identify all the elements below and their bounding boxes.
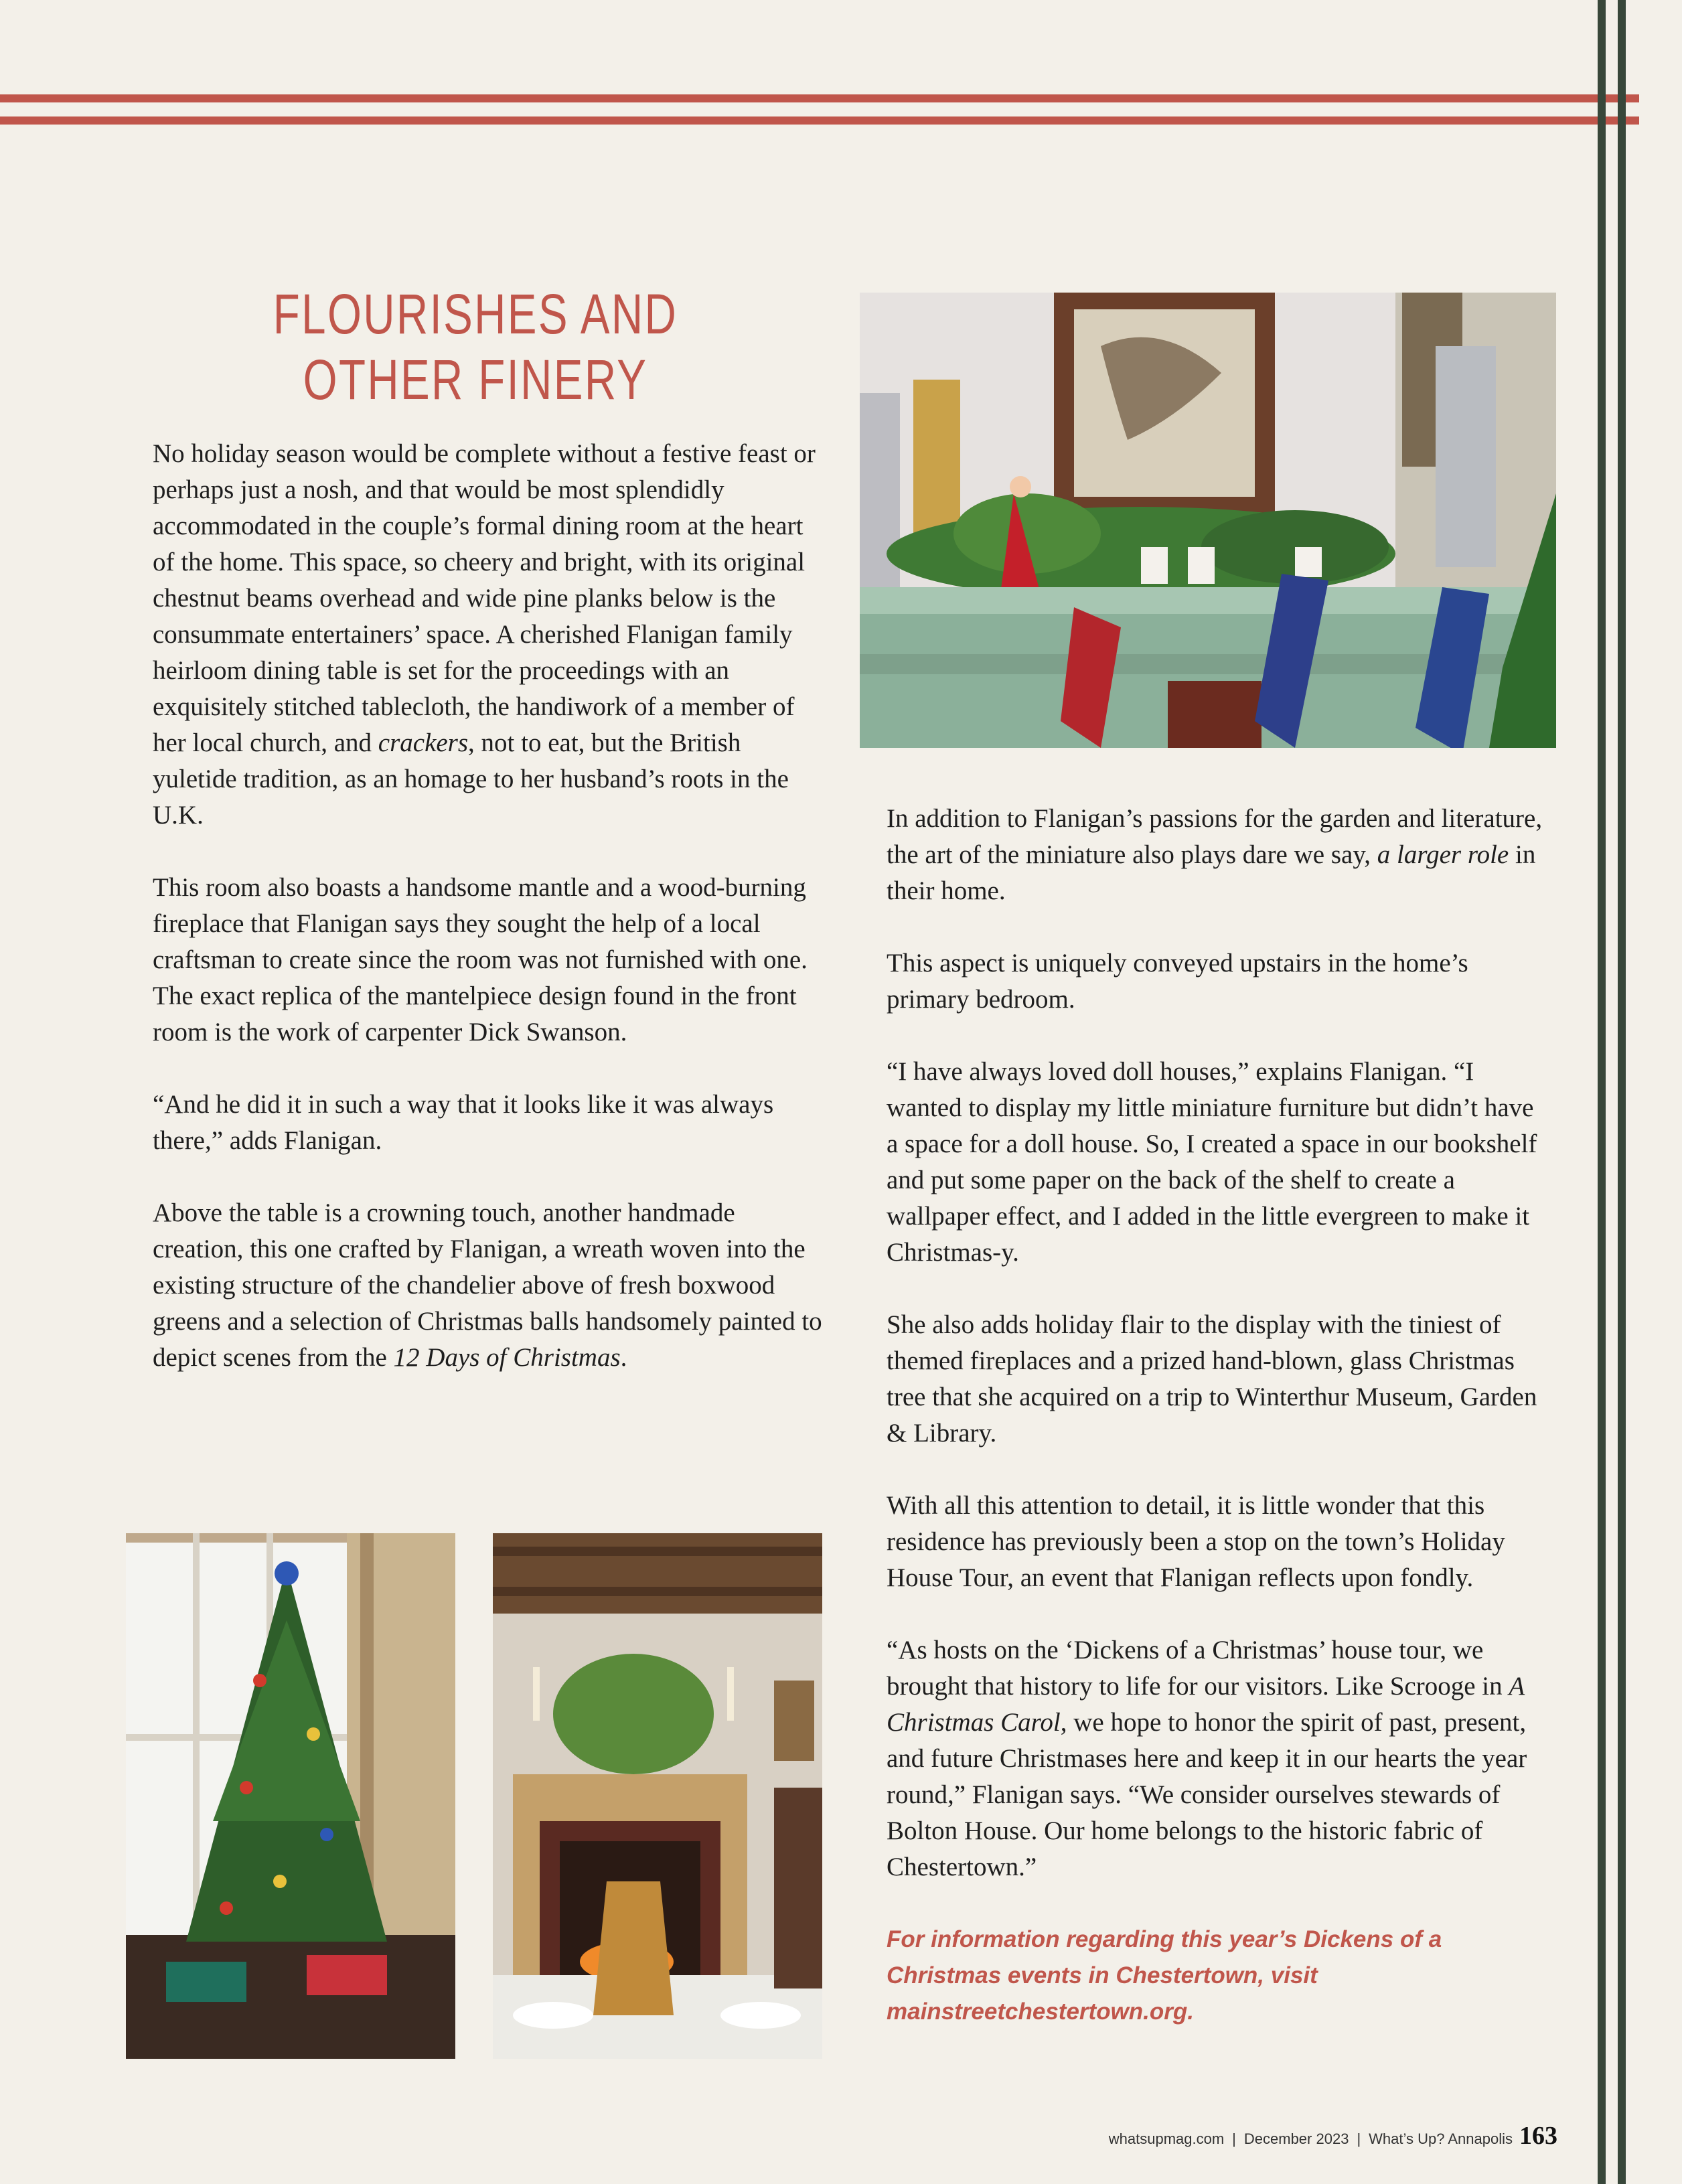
paragraph-dining-room: No holiday season would be complete without a festive feast or perhaps just a nosh, and that would be most splendidly accommodated in the couple’s formal dining room at the heart of the home. This space, so cheery and bright, with its original chestnut beams overhead and wide pine planks below is the consummate entertainers’ space. A cherished Flanigan family heirloom dining table is set for the proceedings with an exquisitely stitched tablecloth, the handiwork of a member of her local church, and crackers, not to eat, but the British yuletide tradition, as an homage to her husband’s roots in the U.K.	[153, 439, 816, 830]
heading-line-2: OTHER FINERY	[303, 348, 648, 411]
photo-dining-room	[493, 1533, 822, 2059]
paragraph-bedroom: This aspect is uniquely conveyed upstairs in the home’s primary bedroom.	[887, 949, 1468, 1014]
paragraph-miniatures: In addition to Flanigan’s passions for the garden and literature, the art of the miniature also plays dare we say, a larger role in their home.	[887, 804, 1543, 905]
footer-site: whatsupmag.com	[1108, 2130, 1225, 2147]
tree-illustration	[126, 1533, 455, 2059]
photo-christmas-tree	[126, 1533, 455, 2059]
footer-issue: December 2023	[1243, 2130, 1349, 2147]
right-column	[887, 801, 1543, 2030]
paragraph-chandelier: Above the table is a crowning touch, another handmade creation, this one crafted by Flanigan, a wreath woven into the existing structure of the chandelier above of fresh boxwood greens and a selection of Christmas balls handsomely painted to depict scenes from the 12 Days of Christmas.	[153, 1198, 822, 1372]
dining-room-illustration	[493, 1533, 822, 2059]
page-footer: whatsupmag.com | December 2023 | What’s Up? Annapolis 163	[1108, 2122, 1557, 2150]
page-number: 163	[1519, 2122, 1557, 2150]
paragraph-house-tour: With all this attention to detail, it is little wonder that this residence has previously been a stop on the town’s Holiday House Tour, an event that Flanigan reflects upon fondly.	[887, 1491, 1505, 1592]
paragraph-holiday-flair: She also adds holiday flair to the display with the tiniest of themed fireplaces and a prized hand-blown, glass Christmas tree that she acquired on a trip to Winterthur Museum, Garden & Library.	[887, 1310, 1537, 1448]
paragraph-dickens-quote: “As hosts on the ‘Dickens of a Christmas’ house tour, we brought that history to life for our visitors. Like Scrooge in A Christmas Carol, we hope to honor the spirit of past, present, and future Christmases here and keep it in our hearts the year round,” Flanigan says. “We consider ourselves stewards of Bolton House. Our home belongs to the historic fabric of Chestertown.”	[887, 1636, 1527, 1881]
paragraph-doll-houses: “I have always loved doll houses,” explains Flanigan. “I wanted to display my little miniature furniture but didn’t have a space for a doll house. So, I created a space in our bookshelf and put some paper on the back of the shelf to create a wallpaper effect, and I added in the little evergreen to make it Christmas-y.	[887, 1057, 1537, 1267]
top-rule-2	[0, 116, 1639, 125]
heading-line-1: FLOURISHES AND	[273, 283, 678, 345]
paragraph-fireplace: This room also boasts a handsome mantle and a wood-burning fireplace that Flanigan says they sought the help of a local craftsman to create since the room was not furnished with one. The exact replica of the mantelpiece design found in the front room is the work of carpenter Dick Swanson.	[153, 873, 808, 1046]
left-column	[153, 436, 822, 1376]
mantel-illustration	[860, 293, 1556, 748]
section-heading	[225, 281, 727, 412]
side-rule-2	[1618, 0, 1626, 2184]
side-rule-1	[1598, 0, 1606, 2184]
footer-publication: What’s Up? Annapolis	[1369, 2130, 1513, 2147]
paragraph-quote-always-there: “And he did it in such a way that it looks like it was always there,” adds Flanigan.	[153, 1090, 774, 1155]
top-rule-1	[0, 94, 1639, 102]
photo-mantel-stockings	[860, 293, 1556, 748]
event-info-credit: For information regarding this year’s Dickens of a Christmas events in Chestertown, visit mainstreetchestertown.org.	[887, 1926, 1442, 2025]
